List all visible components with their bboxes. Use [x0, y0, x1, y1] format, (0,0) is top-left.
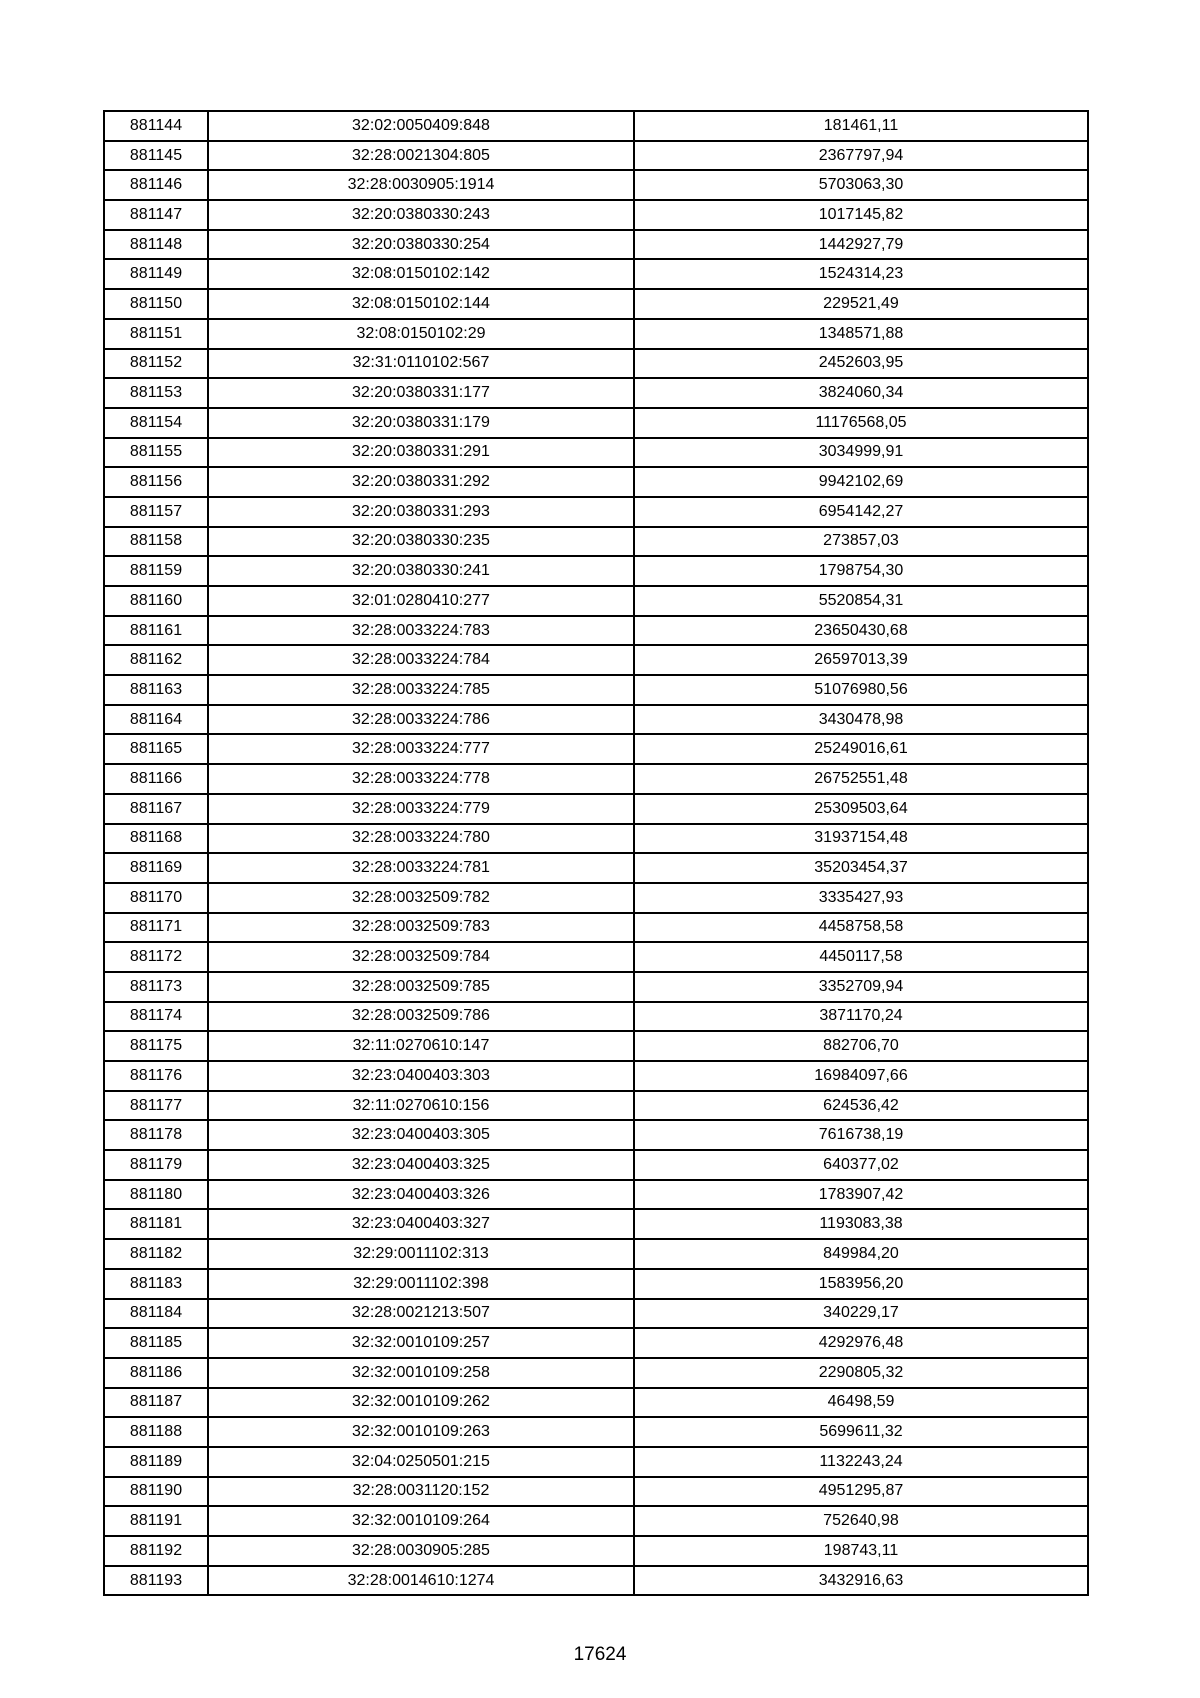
- table-row: [104, 942, 1088, 972]
- value-cell: 26597013,39: [634, 645, 1088, 675]
- row-number-cell: 881185: [104, 1328, 208, 1358]
- table-row: [104, 378, 1088, 408]
- value-cell: 5703063,30: [634, 170, 1088, 200]
- table-row: [104, 349, 1088, 379]
- table-row: [104, 1388, 1088, 1418]
- value-cell: 6954142,27: [634, 497, 1088, 527]
- table-row: [104, 1269, 1088, 1299]
- row-number-cell: 881151: [104, 319, 208, 349]
- row-number-cell: 881146: [104, 170, 208, 200]
- table-row: [104, 1566, 1088, 1596]
- row-number-cell: 881150: [104, 289, 208, 319]
- table-row: [104, 764, 1088, 794]
- table-row: [104, 556, 1088, 586]
- row-number-cell: 881148: [104, 230, 208, 260]
- table-row: [104, 467, 1088, 497]
- value-cell: 7616738,19: [634, 1120, 1088, 1150]
- cadastral-number-cell: 32:32:0010109:264: [208, 1506, 634, 1536]
- value-cell: 1783907,42: [634, 1180, 1088, 1210]
- value-cell: 4292976,48: [634, 1328, 1088, 1358]
- row-number-cell: 881149: [104, 259, 208, 289]
- value-cell: 229521,49: [634, 289, 1088, 319]
- value-cell: 340229,17: [634, 1299, 1088, 1329]
- cadastral-number-cell: 32:08:0150102:29: [208, 319, 634, 349]
- table-row: [104, 1120, 1088, 1150]
- cadastral-number-cell: 32:28:0033224:786: [208, 705, 634, 735]
- row-number-cell: 881188: [104, 1417, 208, 1447]
- table-row: [104, 438, 1088, 468]
- table-row: [104, 734, 1088, 764]
- value-cell: 9942102,69: [634, 467, 1088, 497]
- value-cell: 25249016,61: [634, 734, 1088, 764]
- table-row: [104, 824, 1088, 854]
- value-cell: 181461,11: [634, 111, 1088, 141]
- value-cell: 1583956,20: [634, 1269, 1088, 1299]
- value-cell: 3034999,91: [634, 438, 1088, 468]
- cadastral-number-cell: 32:20:0380331:177: [208, 378, 634, 408]
- cadastral-number-cell: 32:28:0033224:781: [208, 853, 634, 883]
- cadastral-number-cell: 32:28:0033224:777: [208, 734, 634, 764]
- value-cell: 1442927,79: [634, 230, 1088, 260]
- cadastral-number-cell: 32:01:0280410:277: [208, 586, 634, 616]
- value-cell: 3432916,63: [634, 1566, 1088, 1596]
- value-cell: 849984,20: [634, 1239, 1088, 1269]
- row-number-cell: 881192: [104, 1536, 208, 1566]
- table-row: [104, 497, 1088, 527]
- value-cell: 882706,70: [634, 1031, 1088, 1061]
- value-cell: 640377,02: [634, 1150, 1088, 1180]
- cadastral-number-cell: 32:20:0380331:292: [208, 467, 634, 497]
- row-number-cell: 881184: [104, 1299, 208, 1329]
- table-row: [104, 1477, 1088, 1507]
- cadastral-number-cell: 32:11:0270610:156: [208, 1091, 634, 1121]
- row-number-cell: 881167: [104, 794, 208, 824]
- value-cell: 2367797,94: [634, 141, 1088, 171]
- row-number-cell: 881172: [104, 942, 208, 972]
- row-number-cell: 881178: [104, 1120, 208, 1150]
- row-number-cell: 881152: [104, 349, 208, 379]
- value-cell: 3824060,34: [634, 378, 1088, 408]
- table-row: [104, 1536, 1088, 1566]
- value-cell: 16984097,66: [634, 1061, 1088, 1091]
- value-cell: 25309503,64: [634, 794, 1088, 824]
- value-cell: 1524314,23: [634, 259, 1088, 289]
- cadastral-number-cell: 32:32:0010109:257: [208, 1328, 634, 1358]
- cadastral-number-cell: 32:28:0021213:507: [208, 1299, 634, 1329]
- cadastral-number-cell: 32:28:0032509:783: [208, 913, 634, 943]
- cadastral-number-cell: 32:20:0380331:179: [208, 408, 634, 438]
- row-number-cell: 881174: [104, 1002, 208, 1032]
- table-row: [104, 319, 1088, 349]
- cadastral-number-cell: 32:28:0033224:778: [208, 764, 634, 794]
- value-cell: 752640,98: [634, 1506, 1088, 1536]
- row-number-cell: 881161: [104, 616, 208, 646]
- cadastral-number-cell: 32:20:0380330:254: [208, 230, 634, 260]
- value-cell: 5520854,31: [634, 586, 1088, 616]
- cadastral-number-cell: 32:28:0033224:780: [208, 824, 634, 854]
- cadastral-value-table: [103, 110, 1089, 1596]
- cadastral-number-cell: 32:28:0033224:785: [208, 675, 634, 705]
- row-number-cell: 881160: [104, 586, 208, 616]
- table-row: [104, 675, 1088, 705]
- cadastral-number-cell: 32:20:0380330:235: [208, 527, 634, 557]
- value-cell: 2452603,95: [634, 349, 1088, 379]
- value-cell: 4450117,58: [634, 942, 1088, 972]
- row-number-cell: 881177: [104, 1091, 208, 1121]
- value-cell: 51076980,56: [634, 675, 1088, 705]
- value-cell: 31937154,48: [634, 824, 1088, 854]
- row-number-cell: 881159: [104, 556, 208, 586]
- row-number-cell: 881153: [104, 378, 208, 408]
- table-row: [104, 111, 1088, 141]
- row-number-cell: 881165: [104, 734, 208, 764]
- table-row: [104, 230, 1088, 260]
- table-row: [104, 1031, 1088, 1061]
- row-number-cell: 881186: [104, 1358, 208, 1388]
- cadastral-number-cell: 32:23:0400403:327: [208, 1209, 634, 1239]
- row-number-cell: 881173: [104, 972, 208, 1002]
- row-number-cell: 881181: [104, 1209, 208, 1239]
- row-number-cell: 881170: [104, 883, 208, 913]
- cadastral-number-cell: 32:31:0110102:567: [208, 349, 634, 379]
- table-row: [104, 1002, 1088, 1032]
- row-number-cell: 881175: [104, 1031, 208, 1061]
- row-number-cell: 881176: [104, 1061, 208, 1091]
- table-row: [104, 853, 1088, 883]
- value-cell: 3352709,94: [634, 972, 1088, 1002]
- cadastral-number-cell: 32:23:0400403:305: [208, 1120, 634, 1150]
- cadastral-number-cell: 32:29:0011102:313: [208, 1239, 634, 1269]
- cadastral-number-cell: 32:20:0380331:291: [208, 438, 634, 468]
- row-number-cell: 881164: [104, 705, 208, 735]
- cadastral-number-cell: 32:23:0400403:325: [208, 1150, 634, 1180]
- cadastral-number-cell: 32:28:0030905:1914: [208, 170, 634, 200]
- cadastral-number-cell: 32:28:0033224:779: [208, 794, 634, 824]
- table-row: [104, 1417, 1088, 1447]
- value-cell: 198743,11: [634, 1536, 1088, 1566]
- cadastral-number-cell: 32:23:0400403:326: [208, 1180, 634, 1210]
- table-row: [104, 1358, 1088, 1388]
- cadastral-number-cell: 32:08:0150102:142: [208, 259, 634, 289]
- table-row: [104, 1061, 1088, 1091]
- cadastral-number-cell: 32:02:0050409:848: [208, 111, 634, 141]
- row-number-cell: 881156: [104, 467, 208, 497]
- value-cell: 1017145,82: [634, 200, 1088, 230]
- cadastral-number-cell: 32:28:0030905:285: [208, 1536, 634, 1566]
- cadastral-number-cell: 32:20:0380331:293: [208, 497, 634, 527]
- value-cell: 3335427,93: [634, 883, 1088, 913]
- cadastral-number-cell: 32:28:0033224:783: [208, 616, 634, 646]
- row-number-cell: 881169: [104, 853, 208, 883]
- table-row: [104, 170, 1088, 200]
- row-number-cell: 881158: [104, 527, 208, 557]
- table-row: [104, 645, 1088, 675]
- cadastral-number-cell: 32:28:0032509:782: [208, 883, 634, 913]
- row-number-cell: 881191: [104, 1506, 208, 1536]
- table-row: [104, 1328, 1088, 1358]
- row-number-cell: 881190: [104, 1477, 208, 1507]
- table-row: [104, 289, 1088, 319]
- cadastral-number-cell: 32:32:0010109:262: [208, 1388, 634, 1418]
- value-cell: 273857,03: [634, 527, 1088, 557]
- table-row: [104, 259, 1088, 289]
- row-number-cell: 881166: [104, 764, 208, 794]
- table-row: [104, 1209, 1088, 1239]
- cadastral-number-cell: 32:28:0021304:805: [208, 141, 634, 171]
- cadastral-number-cell: 32:08:0150102:144: [208, 289, 634, 319]
- row-number-cell: 881183: [104, 1269, 208, 1299]
- value-cell: 1348571,88: [634, 319, 1088, 349]
- row-number-cell: 881163: [104, 675, 208, 705]
- table-row: [104, 408, 1088, 438]
- row-number-cell: 881171: [104, 913, 208, 943]
- table-row: [104, 1091, 1088, 1121]
- value-cell: 4951295,87: [634, 1477, 1088, 1507]
- table-row: [104, 1239, 1088, 1269]
- value-cell: 26752551,48: [634, 764, 1088, 794]
- table-row: [104, 1299, 1088, 1329]
- cadastral-number-cell: 32:28:0032509:785: [208, 972, 634, 1002]
- value-cell: 4458758,58: [634, 913, 1088, 943]
- cadastral-number-cell: 32:20:0380330:241: [208, 556, 634, 586]
- value-cell: 3871170,24: [634, 1002, 1088, 1032]
- page-number: 17624: [573, 1644, 627, 1665]
- row-number-cell: 881155: [104, 438, 208, 468]
- row-number-cell: 881189: [104, 1447, 208, 1477]
- table-row: [104, 972, 1088, 1002]
- value-cell: 1798754,30: [634, 556, 1088, 586]
- value-cell: 11176568,05: [634, 408, 1088, 438]
- row-number-cell: 881193: [104, 1566, 208, 1596]
- table-row: [104, 794, 1088, 824]
- row-number-cell: 881180: [104, 1180, 208, 1210]
- row-number-cell: 881162: [104, 645, 208, 675]
- cadastral-number-cell: 32:11:0270610:147: [208, 1031, 634, 1061]
- row-number-cell: 881182: [104, 1239, 208, 1269]
- table-row: [104, 616, 1088, 646]
- table-row: [104, 586, 1088, 616]
- cadastral-number-cell: 32:28:0014610:1274: [208, 1566, 634, 1596]
- cadastral-number-cell: 32:28:0032509:786: [208, 1002, 634, 1032]
- table-row: [104, 1150, 1088, 1180]
- cadastral-number-cell: 32:04:0250501:215: [208, 1447, 634, 1477]
- value-cell: 5699611,32: [634, 1417, 1088, 1447]
- value-cell: 1193083,38: [634, 1209, 1088, 1239]
- table-row: [104, 705, 1088, 735]
- value-cell: 624536,42: [634, 1091, 1088, 1121]
- table-row: [104, 913, 1088, 943]
- row-number-cell: 881187: [104, 1388, 208, 1418]
- table-row: [104, 1180, 1088, 1210]
- row-number-cell: 881168: [104, 824, 208, 854]
- table-row: [104, 1506, 1088, 1536]
- row-number-cell: 881147: [104, 200, 208, 230]
- cadastral-number-cell: 32:20:0380330:243: [208, 200, 634, 230]
- row-number-cell: 881157: [104, 497, 208, 527]
- row-number-cell: 881154: [104, 408, 208, 438]
- cadastral-number-cell: 32:28:0033224:784: [208, 645, 634, 675]
- value-cell: 23650430,68: [634, 616, 1088, 646]
- value-cell: 35203454,37: [634, 853, 1088, 883]
- cadastral-number-cell: 32:32:0010109:258: [208, 1358, 634, 1388]
- value-cell: 1132243,24: [634, 1447, 1088, 1477]
- table-body: [104, 111, 1088, 1595]
- cadastral-number-cell: 32:23:0400403:303: [208, 1061, 634, 1091]
- value-cell: 2290805,32: [634, 1358, 1088, 1388]
- table-row: [104, 1447, 1088, 1477]
- value-cell: 3430478,98: [634, 705, 1088, 735]
- cadastral-number-cell: 32:29:0011102:398: [208, 1269, 634, 1299]
- value-cell: 46498,59: [634, 1388, 1088, 1418]
- row-number-cell: 881145: [104, 141, 208, 171]
- table-row: [104, 883, 1088, 913]
- table-row: [104, 527, 1088, 557]
- table-row: [104, 141, 1088, 171]
- row-number-cell: 881144: [104, 111, 208, 141]
- cadastral-number-cell: 32:28:0032509:784: [208, 942, 634, 972]
- row-number-cell: 881179: [104, 1150, 208, 1180]
- cadastral-number-cell: 32:28:0031120:152: [208, 1477, 634, 1507]
- table-row: [104, 200, 1088, 230]
- cadastral-number-cell: 32:32:0010109:263: [208, 1417, 634, 1447]
